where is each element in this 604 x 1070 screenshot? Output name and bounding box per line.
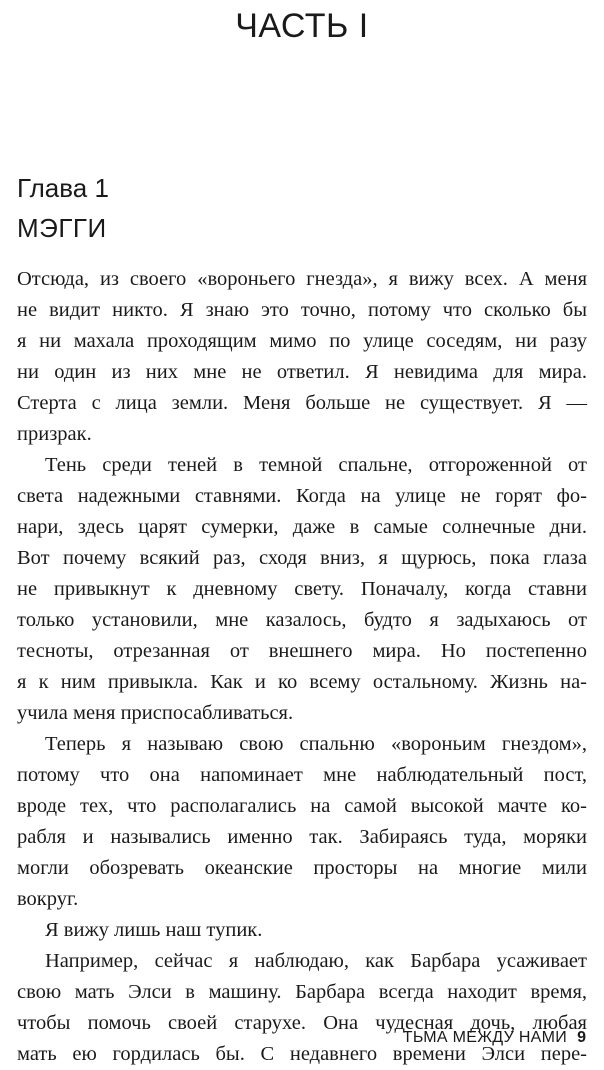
- text-line: вроде тех, что располагались на самой высокой мачте ко-: [17, 795, 587, 817]
- text-line: чтобы помочь своей старухе. Она чудесная дочь, любая: [17, 1012, 587, 1034]
- text-line: не видит никто. Я знаю это точно, потому что сколько бы: [17, 299, 587, 321]
- text-line: рабля и назывались именно так. Забираясь туда, моряки: [17, 826, 587, 848]
- text-line: Стерта с лица земли. Меня больше не существует. Я —: [17, 392, 587, 414]
- text-line: Отсюда, из своего «вороньего гнезда», я вижу всех. А меня: [17, 268, 587, 290]
- text-line: я к ним привыкла. Как и ко всему остальному. Жизнь на-: [17, 671, 587, 693]
- chapter-name: МЭГГИ: [17, 213, 107, 243]
- text-line: призрак.: [17, 423, 92, 445]
- text-line: мать ею гордилась бы. С недавнего времени Элси пере-: [17, 1043, 587, 1065]
- text-line: свою мать Элси в машину. Барбара всегда находит время,: [17, 981, 587, 1003]
- part-title: ЧАСТЬ I: [235, 7, 369, 45]
- page-footer: [403, 1027, 586, 1049]
- text-line: Теперь я называю свою спальню «вороньим гнездом»,: [45, 733, 587, 755]
- text-line: Вот почему всякий раз, сходя вниз, я щурюсь, пока глаза: [17, 547, 587, 569]
- text-line: не привыкнут к дневному свету. Поначалу, когда ставни: [17, 578, 587, 600]
- text-line: Тень среди теней в темной спальне, отгороженной от: [45, 454, 587, 476]
- text-line: могли обозревать океанские просторы на многие мили: [17, 857, 587, 879]
- body-text: [17, 264, 587, 1070]
- running-title: ТЬМА МЕЖДУ НАМИ: [402, 1029, 568, 1046]
- text-line: света надежными ставнями. Когда на улице не горят фо-: [17, 485, 587, 507]
- page-number: 9: [577, 1029, 586, 1046]
- text-line: Например, сейчас я наблюдаю, как Барбара усаживает: [45, 950, 587, 972]
- text-line: только установили, мне казалось, будто я задыхаюсь от: [17, 609, 587, 631]
- text-line: тесноты, отрезанная от внешнего мира. Но постепенно: [17, 640, 587, 662]
- text-line: учила меня приспосабливаться.: [17, 702, 294, 724]
- text-line: ни один из них мне не ответил. Я невидима для мира.: [17, 361, 587, 383]
- text-line: потому что она напоминает мне наблюдательный пост,: [17, 764, 587, 786]
- text-line: вокруг.: [17, 888, 79, 910]
- text-line: Я вижу лишь наш тупик.: [45, 919, 263, 941]
- chapter-label: Глава 1: [17, 173, 109, 203]
- text-line: я ни махала проходящим мимо по улице соседям, ни разу: [17, 330, 587, 352]
- text-line: нари, здесь царят сумерки, даже в самые солнечные дни.: [17, 516, 587, 538]
